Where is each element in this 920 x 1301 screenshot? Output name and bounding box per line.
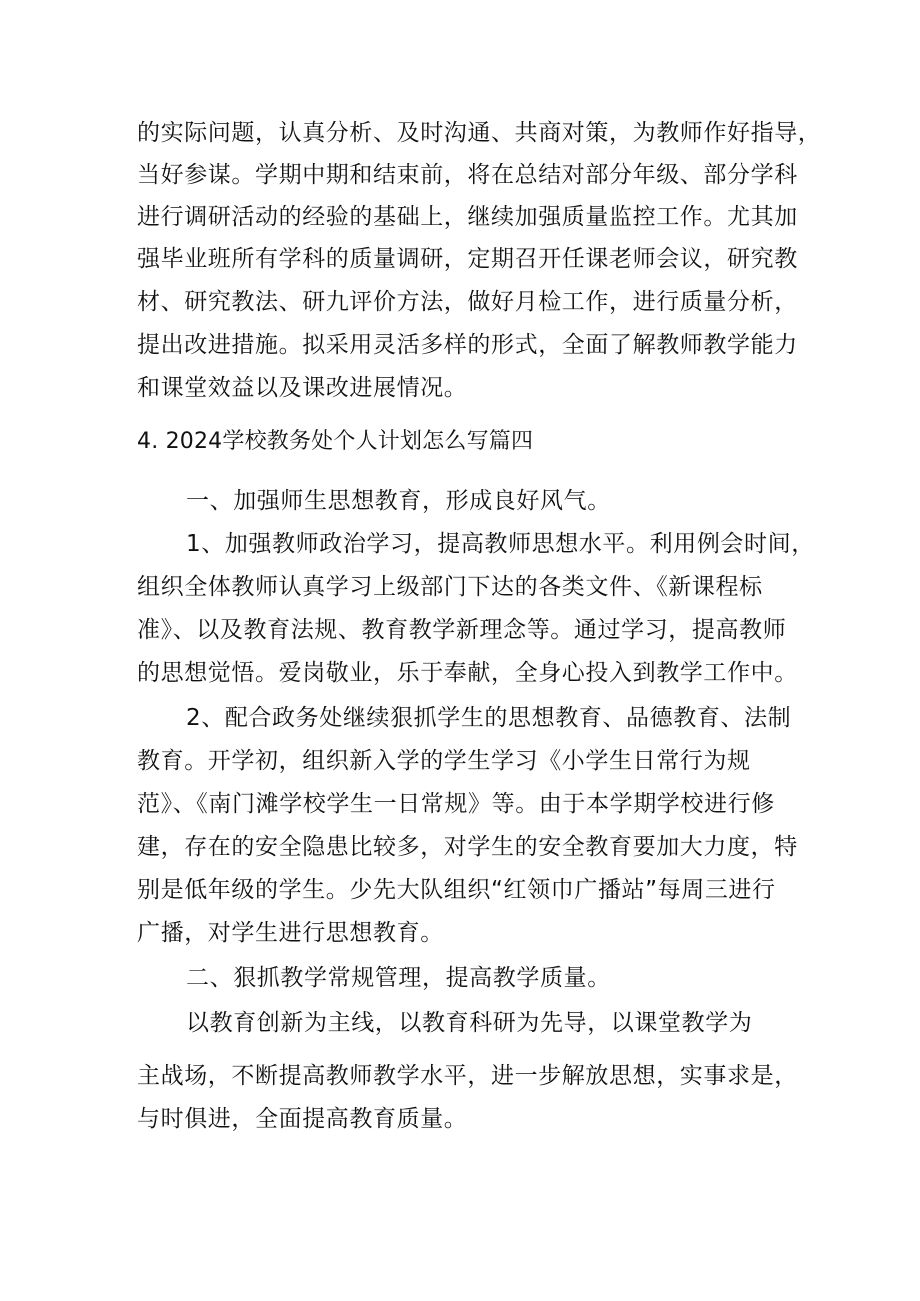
- text-line: 进行调研活动的经验的基础上，继续加强质量监控工作。尤其加: [137, 204, 798, 230]
- text-line: 以教育创新为主线，以教育科研为先导，以课堂教学为: [186, 1010, 753, 1036]
- text-line: 的实际问题，认真分析、及时沟通、共商对策，为教师作好指导，: [137, 120, 822, 146]
- section-title-2: 二、狠抓教学常规管理，提高教学质量。: [186, 965, 611, 991]
- text-line: 主战场，不断提高教师教学水平，进一步解放思想，实事求是，: [137, 1063, 798, 1089]
- text-line: 强毕业班所有学科的质量调研，定期召开任课老师会议，研究教: [137, 246, 798, 272]
- text-line: 组织全体教师认真学习上级部门下达的各类文件、《新课程标: [137, 574, 763, 600]
- text-line: 和课堂效益以及课改进展情况。: [137, 375, 468, 401]
- text-line: 的思想觉悟。爱岗敬业，乐于奉献，全身心投入到教学工作中。: [137, 660, 798, 686]
- text-line: 教育。开学初，组织新入学的学生学习《小学生日常行为规: [137, 748, 751, 774]
- text-line: 与时俱进，全面提高教育质量。: [137, 1106, 468, 1132]
- section-heading: 4. 2024学校教务处个人计划怎么写篇四: [137, 429, 534, 454]
- text-line: 范》、《南门滩学校学生一日常规》等。由于本学期学校进行修: [137, 791, 775, 817]
- text-line: 材、研究教法、研九评价方法，做好月检工作，进行质量分析，: [137, 289, 798, 315]
- text-line: 建，存在的安全隐患比较多，对学生的安全教育要加大力度，特: [137, 834, 798, 860]
- text-line: 广播，对学生进行思想教育。: [137, 920, 444, 946]
- text-line: 当好参谋。学期中期和结束前，将在总结对部分年级、部分学科: [137, 162, 798, 188]
- text-line: 提出改进措施。拟采用灵活多样的形式，全面了解教师教学能力: [137, 332, 798, 358]
- text-line: 1、加强教师政治学习，提高教师思想水平。利用例会时间，: [186, 531, 815, 557]
- section-title-1: 一、加强师生思想教育，形成良好风气。: [186, 488, 611, 514]
- text-line: 2、配合政务处继续狠抓学生的思想教育、品德教育、法制: [186, 705, 792, 731]
- text-line: 别是低年级的学生。少先大队组织“红领巾广播站”每周三进行: [137, 877, 776, 903]
- text-line: 准》、以及教育法规、教育教学新理念等。通过学习，提高教师: [137, 617, 787, 643]
